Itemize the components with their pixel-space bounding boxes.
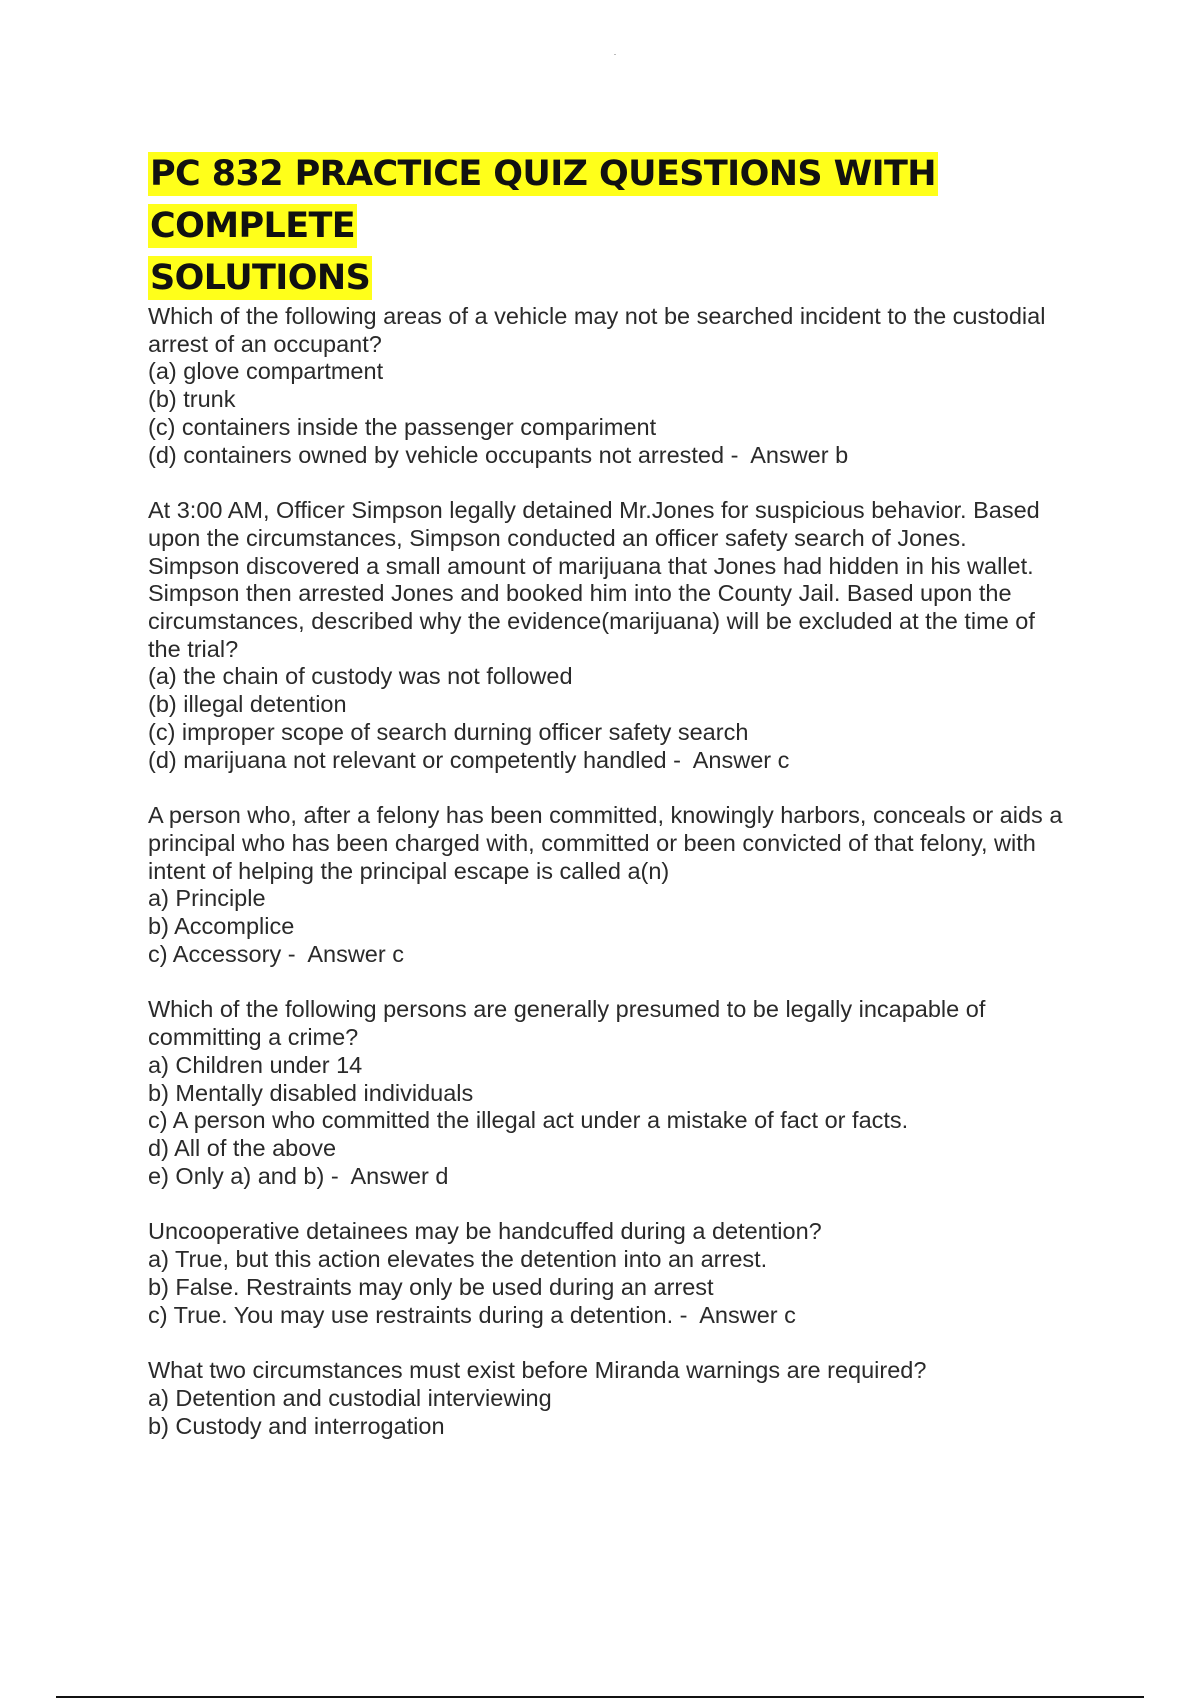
question-block-6 <box>148 1357 1093 1440</box>
correct-answer: - Answer d <box>324 1162 449 1189</box>
question-text-line: Uncooperative detainees may be handcuffed during a detention? <box>148 1218 822 1245</box>
question-text-line: principal who has been charged with, committed or been convicted of that felony, with <box>148 829 1036 856</box>
option-text: e) Only a) and b) <box>148 1162 325 1189</box>
question-text-line: What two circumstances must exist before Miranda warnings are required? <box>148 1357 927 1384</box>
question-block-2 <box>148 497 1093 774</box>
page-bottom-rule <box>56 1696 1144 1698</box>
question-text-line: Simpson then arrested Jones and booked him into the County Jail. Based upon the <box>148 580 1012 607</box>
option-text: c) Accessory <box>148 940 282 967</box>
title-line-1: PC 832 PRACTICE QUIZ QUESTIONS WITH COMPLETE <box>150 154 936 246</box>
answer-option: a) Principle <box>148 885 266 912</box>
question-text-line: Simpson discovered a small amount of marijuana that Jones had hidden in his wallet. <box>148 552 1034 579</box>
question-text-line: circumstances, described why the evidence(marijuana) will be excluded at the time of <box>148 608 1035 635</box>
answer-option: b) Mentally disabled individuals <box>148 1079 474 1106</box>
question-text-line: Which of the following persons are generally presumed to be legally incapable of <box>148 996 986 1023</box>
answer-option-last <box>148 747 1093 775</box>
question-block-4 <box>148 996 1093 1190</box>
answer-option: a) Detention and custodial interviewing <box>148 1384 552 1411</box>
question-block-3 <box>148 802 1093 968</box>
answer-option-last <box>148 1163 1093 1191</box>
answer-option: (a) the chain of custody was not followed <box>148 663 573 690</box>
question-text-line: A person who, after a felony has been committed, knowingly harbors, conceals or aids a <box>148 802 1063 829</box>
answer-option-last <box>148 941 1093 969</box>
question-block-1 <box>148 303 1093 469</box>
answer-option-last <box>148 1302 1093 1330</box>
correct-answer: - Answer c <box>673 1301 796 1328</box>
question-text-line: At 3:00 AM, Officer Simpson legally detained Mr.Jones for suspicious behavior. Based <box>148 497 1040 524</box>
option-text: (d) marijuana not relevant or competently handled <box>148 746 667 773</box>
correct-answer: - Answer c <box>281 940 404 967</box>
question-text-line: the trial? <box>148 635 239 662</box>
question-block-5 <box>148 1218 1093 1329</box>
answer-option: (b) illegal detention <box>148 691 347 718</box>
question-text-line: arrest of an occupant? <box>148 330 382 357</box>
question-text-line: intent of helping the principal escape is called a(n) <box>148 857 670 884</box>
option-text: (d) containers owned by vehicle occupants not arrested <box>148 441 725 468</box>
answer-option-last <box>148 442 1093 470</box>
answer-option: a) True, but this action elevates the detention into an arrest. <box>148 1246 768 1273</box>
question-text-line: committing a crime? <box>148 1024 359 1051</box>
question-list <box>148 303 1093 1468</box>
question-text-line: upon the circumstances, Simpson conducted an officer safety search of Jones. <box>148 524 967 551</box>
correct-answer: - Answer b <box>724 441 849 468</box>
answer-option: a) Children under 14 <box>148 1051 363 1078</box>
question-text-line: Which of the following areas of a vehicle may not be searched incident to the custodial <box>148 303 1046 329</box>
answer-option: (b) trunk <box>148 386 236 413</box>
answer-option: b) Accomplice <box>148 913 295 940</box>
answer-option: c) A person who committed the illegal act under a mistake of fact or facts. <box>148 1107 909 1134</box>
answer-option: (c) containers inside the passenger compariment <box>148 413 657 440</box>
answer-option: (c) improper scope of search durning officer safety search <box>148 718 749 745</box>
answer-option: b) Custody and interrogation <box>148 1412 445 1439</box>
answer-option: (a) glove compartment <box>148 358 384 385</box>
answer-option: b) False. Restraints may only be used during an arrest <box>148 1273 714 1300</box>
title-line-2: SOLUTIONS <box>150 258 371 298</box>
correct-answer: - Answer c <box>666 746 790 773</box>
document-title <box>148 148 1088 304</box>
scan-speck <box>614 54 616 55</box>
answer-option: d) All of the above <box>148 1134 337 1161</box>
option-text: c) True. You may use restraints during a detention. <box>148 1301 674 1328</box>
